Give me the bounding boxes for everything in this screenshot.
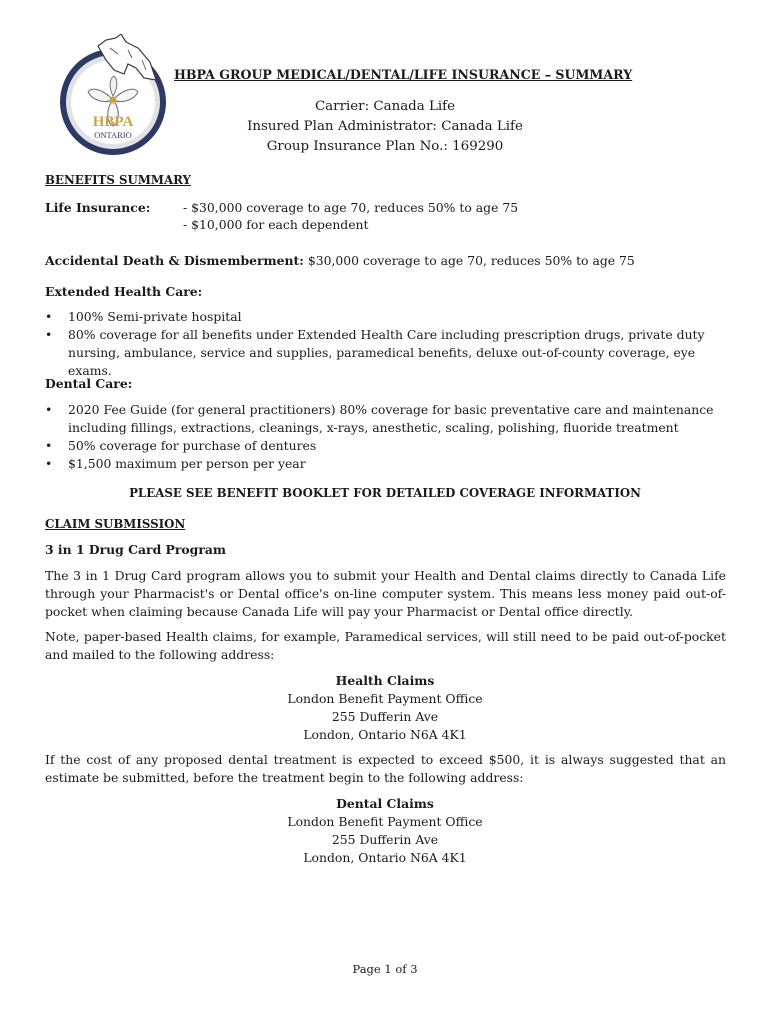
address-line: London, Ontario N6A 4K1 [303, 727, 467, 742]
ehc-list [45, 308, 735, 380]
claim-submission-heading: CLAIM SUBMISSION [45, 517, 186, 531]
add-text: $30,000 coverage to age 70, reduces 50% to age 75 [307, 253, 635, 268]
address-line: London Benefit Payment Office [287, 691, 483, 706]
add-label: Accidental Death & Dismemberment: [45, 253, 304, 268]
dental-claims-address [235, 795, 535, 867]
health-claims-title: Health Claims [335, 673, 435, 688]
ehc-label: Extended Health Care: [45, 284, 203, 299]
address-line: 255 Dufferin Ave [331, 709, 439, 724]
list-item: • 50% coverage for purchase of dentures [45, 437, 735, 455]
logo-wordmark: HBPA [92, 114, 134, 130]
carrier-line: Carrier: Canada Life [314, 99, 456, 114]
administrator-line: Insured Plan Administrator: Canada Life [247, 119, 523, 134]
booklet-notice: PLEASE SEE BENEFIT BOOKLET FOR DETAILED COVERAGE INFORMATION [129, 486, 641, 500]
address-line: 255 Dufferin Ave [331, 832, 439, 847]
plan-number-line: Group Insurance Plan No.: 169290 [266, 139, 504, 154]
life-insurance-line: - $30,000 coverage to age 70, reduces 50% to age 75 [183, 200, 519, 215]
list-item: • 2020 Fee Guide (for general practitioners) 80% coverage for basic preventative care and maintenance including fillings, extractions, cleanings, x-rays, anesthetic, scaling, polishing, fluoride treatment [45, 401, 735, 437]
hbpa-ontario-logo [58, 34, 168, 158]
drug-card-heading: 3 in 1 Drug Card Program [45, 542, 226, 557]
add-section [45, 252, 635, 270]
page-number: Page 1 of 3 [352, 962, 418, 976]
list-item: • 100% Semi-private hospital [45, 308, 735, 326]
list-item: • $1,500 maximum per person per year [45, 455, 735, 473]
benefits-summary-heading: BENEFITS SUMMARY [45, 173, 191, 187]
list-item: • 80% coverage for all benefits under Extended Health Care including prescription drugs, private duty nursing, ambulance, service and supplies, paramedical benefits, deluxe out-of-county coverage, eye exams. [45, 326, 735, 380]
logo-subtext: ONTARIO [94, 130, 132, 140]
address-line: London, Ontario N6A 4K1 [303, 850, 467, 865]
dental-care-list [45, 401, 735, 473]
address-line: London Benefit Payment Office [287, 814, 483, 829]
health-claims-address [235, 672, 535, 744]
dental-estimate-note: If the cost of any proposed dental treatment is expected to exceed $500, it is always suggested that an estimate be submitted, before the treatment begin to the following address: [45, 752, 726, 785]
life-insurance-line: - $10,000 for each dependent [183, 217, 369, 232]
paper-claims-note: Note, paper-based Health claims, for example, Paramedical services, will still need to be paid out-of-pocket and mailed to the following address: [45, 629, 726, 662]
life-insurance-label: Life Insurance: [45, 200, 151, 215]
drug-card-paragraph: The 3 in 1 Drug Card program allows you to submit your Health and Dental claims directly to Canada Life through your Pharmacist's or Dental office's on-line computer system. This means less money paid out-of-pocket when claiming because Canada Life will pay your Pharmacist or Dental office directly. [45, 568, 726, 619]
dental-claims-title: Dental Claims [336, 796, 434, 811]
document-title: HBPA GROUP MEDICAL/DENTAL/LIFE INSURANCE – SUMMARY [174, 67, 633, 82]
dental-care-label: Dental Care: [45, 376, 133, 391]
